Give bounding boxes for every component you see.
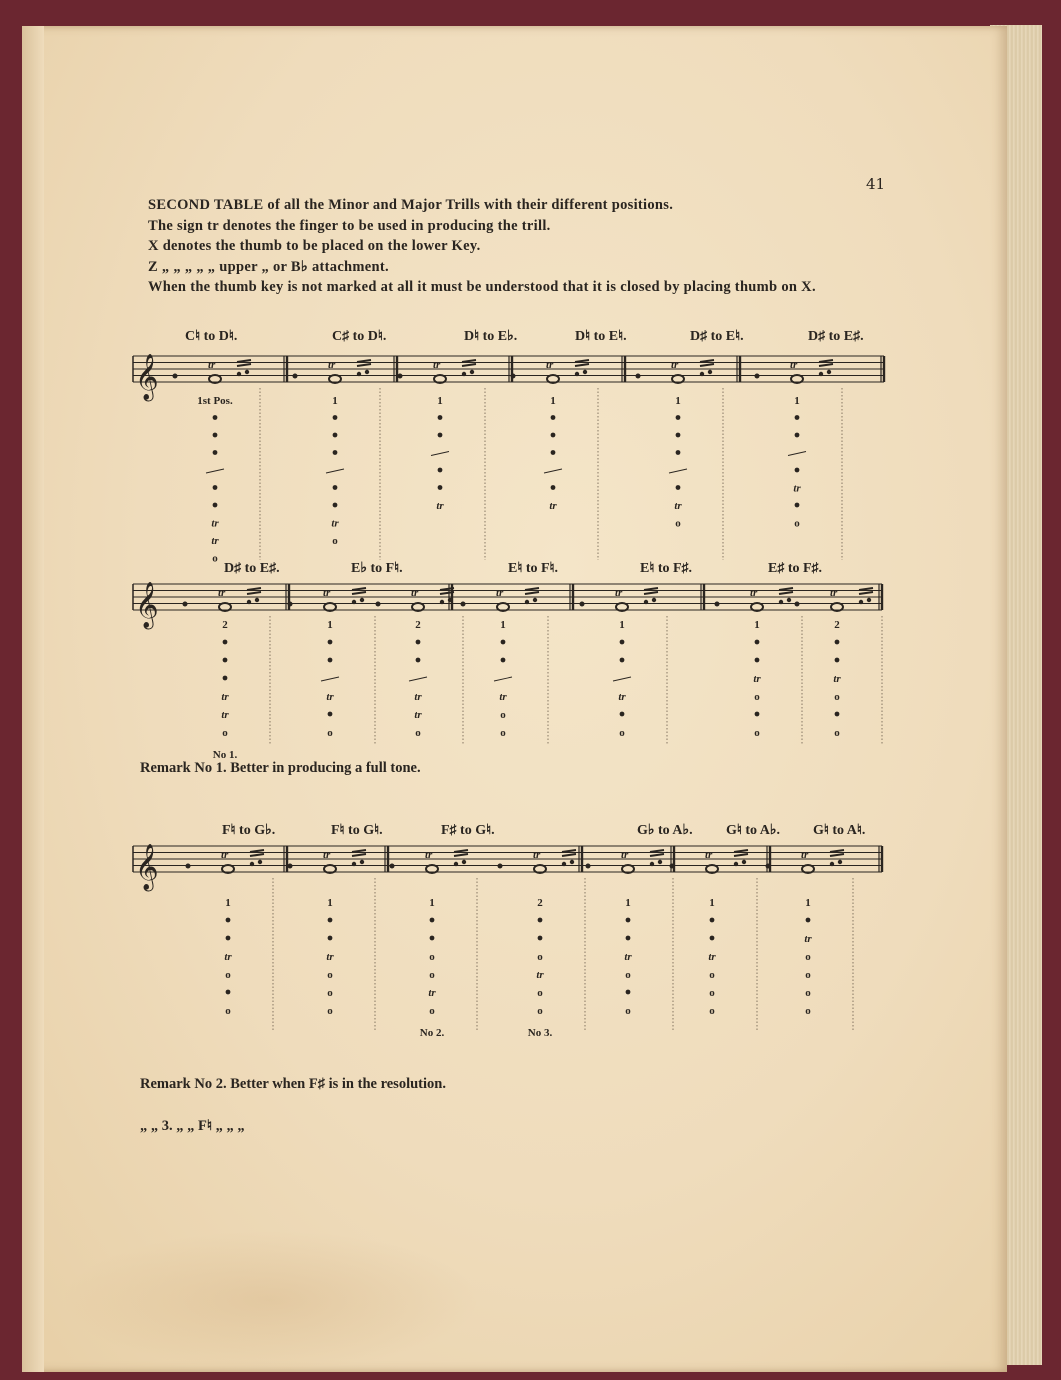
thumb-key-line [431, 452, 449, 456]
key-closed-dot [835, 658, 840, 663]
key-closed-dot [676, 485, 681, 490]
trill-key: tr [793, 482, 801, 495]
key-open: o [625, 1005, 631, 1017]
trill-key: tr [414, 709, 422, 721]
key-open: o [429, 969, 435, 981]
beam [352, 850, 366, 852]
key-closed-dot [626, 936, 631, 941]
key-closed-dot [438, 433, 443, 438]
key-open: o [754, 691, 760, 703]
key-closed-dot [626, 990, 631, 995]
grace-note [360, 860, 364, 864]
key-closed-dot [213, 485, 218, 490]
grace-note [462, 372, 466, 376]
key-closed-dot [333, 503, 338, 508]
key-closed-dot [223, 676, 228, 681]
trill-sign: tr [323, 849, 331, 861]
grace-note [734, 862, 738, 866]
grace-note [360, 598, 364, 602]
trill-sign: tr [705, 849, 713, 861]
key-open: o [675, 517, 681, 530]
beam [237, 360, 251, 362]
key-open: o [429, 951, 435, 963]
key-closed-dot [328, 640, 333, 645]
key-open: o [327, 987, 333, 999]
trill-label: F♮ to G♭. [222, 823, 276, 838]
remark-2: Remark No 2. Better when F♯ is in the resolution. [140, 1076, 446, 1092]
trill-sign: tr [328, 359, 336, 371]
trill-key: tr [326, 951, 334, 963]
grace-note [580, 602, 585, 607]
key-closed-dot [213, 415, 218, 420]
key-closed-dot [795, 415, 800, 420]
key-closed-dot [416, 658, 421, 663]
trill-sign: tr [221, 849, 229, 861]
key-closed-dot [226, 936, 231, 941]
key-closed-dot [710, 936, 715, 941]
trill-sign: tr [411, 587, 419, 599]
grace-note [755, 374, 760, 379]
key-closed-dot [333, 433, 338, 438]
grace-note [779, 600, 783, 604]
beam [830, 850, 844, 852]
trill-sign: tr [801, 849, 809, 861]
footnote-mark: No 2. [419, 1027, 445, 1039]
trill-label: D♯ to E♮. [690, 329, 744, 344]
grace-note [570, 860, 574, 864]
key-closed-dot [226, 990, 231, 995]
key-open: o [327, 727, 333, 739]
grace-note [859, 600, 863, 604]
key-open: o [537, 951, 543, 963]
remark-3: „ „ 3. „ „ F♮ „ „ „ [140, 1118, 245, 1134]
grace-note [838, 860, 842, 864]
grace-note [440, 600, 444, 604]
key-open: o [500, 727, 506, 739]
finger-number: 1 [619, 619, 625, 631]
key-open: o [805, 969, 811, 981]
beam [357, 364, 371, 366]
grace-note [376, 602, 381, 607]
header-line: Z „ „ „ „ „ upper „ or B♭ attachment. [148, 258, 389, 275]
key-open: o [537, 1005, 543, 1017]
grace-note [700, 372, 704, 376]
grace-note [498, 864, 503, 869]
key-open: o [805, 987, 811, 999]
trill-key: tr [753, 673, 761, 685]
trill-label: G♮ to A♮. [813, 823, 866, 838]
thumb-key-line [494, 677, 512, 681]
finger-number: 1 [437, 395, 443, 407]
key-closed-dot [333, 415, 338, 420]
beam [562, 854, 576, 856]
thumb-key-line [788, 452, 806, 456]
beam [575, 360, 589, 362]
trill-key: tr [331, 517, 339, 530]
beam [250, 854, 264, 856]
beam [859, 588, 873, 590]
trill-sign: tr [671, 359, 679, 371]
thumb-key-line [613, 677, 631, 681]
grace-note [575, 372, 579, 376]
footnote-mark: No 1. [212, 749, 238, 761]
key-closed-dot [333, 450, 338, 455]
key-closed-dot [538, 918, 543, 923]
key-closed-dot [755, 712, 760, 717]
grace-note [652, 598, 656, 602]
finger-number: 1 [794, 395, 800, 407]
key-closed-dot [328, 712, 333, 717]
trill-label: D♮ to E♮. [575, 329, 627, 344]
grace-note [766, 864, 771, 869]
trill-sign: tr [208, 359, 216, 371]
key-closed-dot [710, 918, 715, 923]
key-closed-dot [223, 658, 228, 663]
key-closed-dot [835, 712, 840, 717]
beam [575, 364, 589, 366]
key-closed-dot [626, 918, 631, 923]
key-closed-dot [333, 485, 338, 490]
beam [644, 588, 658, 590]
key-open: o [429, 1005, 435, 1017]
finger-number: 1 [709, 897, 715, 909]
grace-note [183, 602, 188, 607]
grace-note [867, 598, 871, 602]
trill-sign: tr [750, 587, 758, 599]
beam [247, 588, 261, 590]
beam [247, 592, 261, 594]
trill-key: tr [674, 500, 682, 512]
trill-key: tr [499, 691, 507, 703]
grace-note [586, 864, 591, 869]
finger-number: 2 [415, 619, 421, 631]
treble-clef-icon: 𝄞 [135, 844, 159, 890]
beam [462, 360, 476, 362]
key-open: o [619, 727, 625, 739]
trill-key: tr [221, 691, 229, 703]
key-closed-dot [213, 450, 218, 455]
trill-label: C♮ to D♮. [185, 329, 238, 344]
key-closed-dot [795, 433, 800, 438]
beam [734, 850, 748, 852]
grace-note [357, 372, 361, 376]
grace-note [827, 370, 831, 374]
key-closed-dot [430, 936, 435, 941]
finger-number: 1 [754, 619, 760, 631]
finger-number: 1 [500, 619, 506, 631]
grace-note [533, 598, 537, 602]
grace-note [636, 374, 641, 379]
finger-number: 1 [327, 897, 333, 909]
key-closed-dot [795, 503, 800, 508]
key-open: o [805, 951, 811, 963]
trill-sign: tr [533, 849, 541, 861]
trill-sign: tr [323, 587, 331, 599]
key-closed-dot [835, 640, 840, 645]
key-closed-dot [620, 712, 625, 717]
trill-key: tr [428, 987, 436, 999]
trill-label: E♮ to F♮. [508, 561, 559, 576]
key-closed-dot [328, 658, 333, 663]
key-closed-dot [551, 450, 556, 455]
grace-note [293, 374, 298, 379]
grace-note [288, 864, 293, 869]
grace-note [525, 600, 529, 604]
beam [237, 364, 251, 366]
trill-key: tr [708, 951, 716, 963]
grace-note [670, 864, 675, 869]
page-number: 41 [866, 175, 886, 193]
key-closed-dot [755, 640, 760, 645]
grace-note [454, 862, 458, 866]
trill-key: tr [549, 500, 557, 512]
key-open: o [415, 727, 421, 739]
finger-number: 2 [222, 619, 228, 631]
key-open: o [327, 969, 333, 981]
trill-label: G♮ to A♭. [726, 823, 780, 838]
key-open: o [805, 1005, 811, 1017]
key-closed-dot [438, 468, 443, 473]
beam [779, 588, 793, 590]
key-open: o [754, 727, 760, 739]
trill-label: C♯ to D♮. [332, 329, 387, 344]
grace-note [352, 600, 356, 604]
grace-note [365, 370, 369, 374]
trill-key: tr [536, 969, 544, 981]
key-open: o [212, 552, 218, 565]
beam [779, 592, 793, 594]
key-closed-dot [223, 640, 228, 645]
key-closed-dot [226, 918, 231, 923]
beam [562, 850, 576, 852]
grace-note [255, 598, 259, 602]
beam [454, 850, 468, 852]
trill-key: tr [211, 517, 219, 530]
footnote-mark: No 3. [527, 1027, 553, 1039]
beam [650, 854, 664, 856]
trill-label: F♮ to G♮. [331, 823, 383, 838]
beam [525, 588, 539, 590]
thumb-key-line [206, 469, 224, 473]
key-open: o [794, 517, 800, 530]
key-open: o [709, 987, 715, 999]
key-open: o [222, 727, 228, 739]
key-closed-dot [328, 918, 333, 923]
key-closed-dot [755, 658, 760, 663]
beam [830, 854, 844, 856]
key-closed-dot [551, 433, 556, 438]
trill-sign: tr [790, 359, 798, 371]
thumb-key-line [544, 469, 562, 473]
key-closed-dot [538, 936, 543, 941]
key-closed-dot [501, 640, 506, 645]
key-closed-dot [620, 658, 625, 663]
key-closed-dot [551, 485, 556, 490]
trill-key: tr [221, 709, 229, 721]
trill-label: E♯ to F♯. [768, 561, 823, 576]
grace-note [247, 600, 251, 604]
trill-key: tr [326, 691, 334, 703]
finger-number: 1 [332, 395, 338, 407]
grace-note [830, 862, 834, 866]
grace-note [462, 860, 466, 864]
grace-note [583, 370, 587, 374]
trill-label: F♯ to G♮. [441, 823, 495, 838]
grace-note [237, 372, 241, 376]
key-open: o [537, 987, 543, 999]
grace-note [715, 602, 720, 607]
treble-clef-icon: 𝄞 [135, 354, 159, 400]
trill-sign: tr [615, 587, 623, 599]
beam [462, 364, 476, 366]
trill-key: tr [211, 535, 219, 547]
finger-number: 2 [537, 897, 543, 909]
key-closed-dot [438, 415, 443, 420]
key-open: o [834, 727, 840, 739]
trill-key: tr [804, 933, 812, 945]
grace-note [186, 864, 191, 869]
finger-number: 1 [327, 619, 333, 631]
grace-note [258, 860, 262, 864]
grace-note [708, 370, 712, 374]
key-closed-dot [438, 485, 443, 490]
key-closed-dot [213, 503, 218, 508]
key-closed-dot [416, 640, 421, 645]
key-open: o [225, 1005, 231, 1017]
trill-sign: tr [433, 359, 441, 371]
finger-number: 1 [429, 897, 435, 909]
key-closed-dot [551, 415, 556, 420]
key-open: o [834, 691, 840, 703]
grace-note [448, 598, 452, 602]
finger-number: 1 [805, 897, 811, 909]
beam [700, 364, 714, 366]
grace-note [250, 862, 254, 866]
beam [525, 592, 539, 594]
finger-number: 2 [834, 619, 840, 631]
grace-note [650, 862, 654, 866]
thumb-key-line [409, 677, 427, 681]
beam [454, 854, 468, 856]
beam [819, 364, 833, 366]
header-line: The sign tr denotes the finger to be used in producing the trill. [148, 217, 551, 234]
grace-note [795, 602, 800, 607]
key-open: o [625, 969, 631, 981]
key-closed-dot [620, 640, 625, 645]
key-closed-dot [213, 433, 218, 438]
grace-note [352, 862, 356, 866]
trill-label: E♮ to F♯. [640, 561, 693, 576]
trill-sign: tr [621, 849, 629, 861]
grace-note [390, 864, 395, 869]
grace-note [245, 370, 249, 374]
finger-number: 1 [675, 395, 681, 407]
beam [352, 592, 366, 594]
grace-note [470, 370, 474, 374]
thumb-key-line [669, 469, 687, 473]
grace-note [658, 860, 662, 864]
remark-1: Remark No 1. Better in producing a full tone. [140, 760, 421, 776]
trill-sign: tr [425, 849, 433, 861]
beam [859, 592, 873, 594]
beam [644, 592, 658, 594]
key-closed-dot [795, 468, 800, 473]
key-closed-dot [430, 918, 435, 923]
key-closed-dot [501, 658, 506, 663]
trill-key: tr [618, 691, 626, 703]
grace-note [562, 862, 566, 866]
beam [357, 360, 371, 362]
trill-sign: tr [496, 587, 504, 599]
trill-sign: tr [546, 359, 554, 371]
beam [352, 854, 366, 856]
beam [734, 854, 748, 856]
trill-key: tr [624, 951, 632, 963]
finger-number: 1 [225, 897, 231, 909]
key-closed-dot [806, 918, 811, 923]
beam [700, 360, 714, 362]
grace-note [742, 860, 746, 864]
beam [650, 850, 664, 852]
trill-sign: tr [218, 587, 226, 599]
trill-key: tr [224, 951, 232, 963]
grace-note [819, 372, 823, 376]
trill-label: E♭ to F♮. [351, 561, 403, 576]
grace-note [461, 602, 466, 607]
header-line: When the thumb key is not marked at all it must be understood that it is closed by placing thumb on X. [148, 279, 816, 295]
trill-sign: tr [830, 587, 838, 599]
grace-note [398, 374, 403, 379]
key-open: o [709, 969, 715, 981]
key-open: o [332, 535, 338, 547]
key-closed-dot [676, 433, 681, 438]
key-open: o [327, 1005, 333, 1017]
treble-clef-icon: 𝄞 [135, 582, 159, 628]
grace-note [644, 600, 648, 604]
finger-number: 1 [625, 897, 631, 909]
beam [250, 850, 264, 852]
key-open: o [225, 969, 231, 981]
grace-note [173, 374, 178, 379]
thumb-key-line [326, 469, 344, 473]
grace-note [787, 598, 791, 602]
trill-key: tr [833, 673, 841, 685]
trill-key: tr [414, 691, 422, 703]
key-closed-dot [676, 450, 681, 455]
key-open: o [709, 1005, 715, 1017]
grace-note [511, 374, 516, 379]
trill-label: D♯ to E♯. [224, 561, 280, 576]
trill-label: D♯ to E♯. [808, 329, 864, 344]
beam [819, 360, 833, 362]
trill-key: tr [436, 500, 444, 512]
thumb-key-line [321, 677, 339, 681]
finger-number: 1 [550, 395, 556, 407]
header-line: X denotes the thumb to be placed on the lower Key. [148, 238, 481, 254]
key-closed-dot [676, 415, 681, 420]
trill-label: D♮ to E♭. [464, 329, 518, 344]
key-open: o [500, 709, 506, 721]
finger-number: 1st Pos. [197, 395, 233, 407]
key-closed-dot [328, 936, 333, 941]
grace-note [288, 602, 293, 607]
beam [352, 588, 366, 590]
header-line: SECOND TABLE of all the Minor and Major Trills with their different positions. [148, 197, 674, 213]
trill-label: G♭ to A♭. [637, 823, 693, 838]
